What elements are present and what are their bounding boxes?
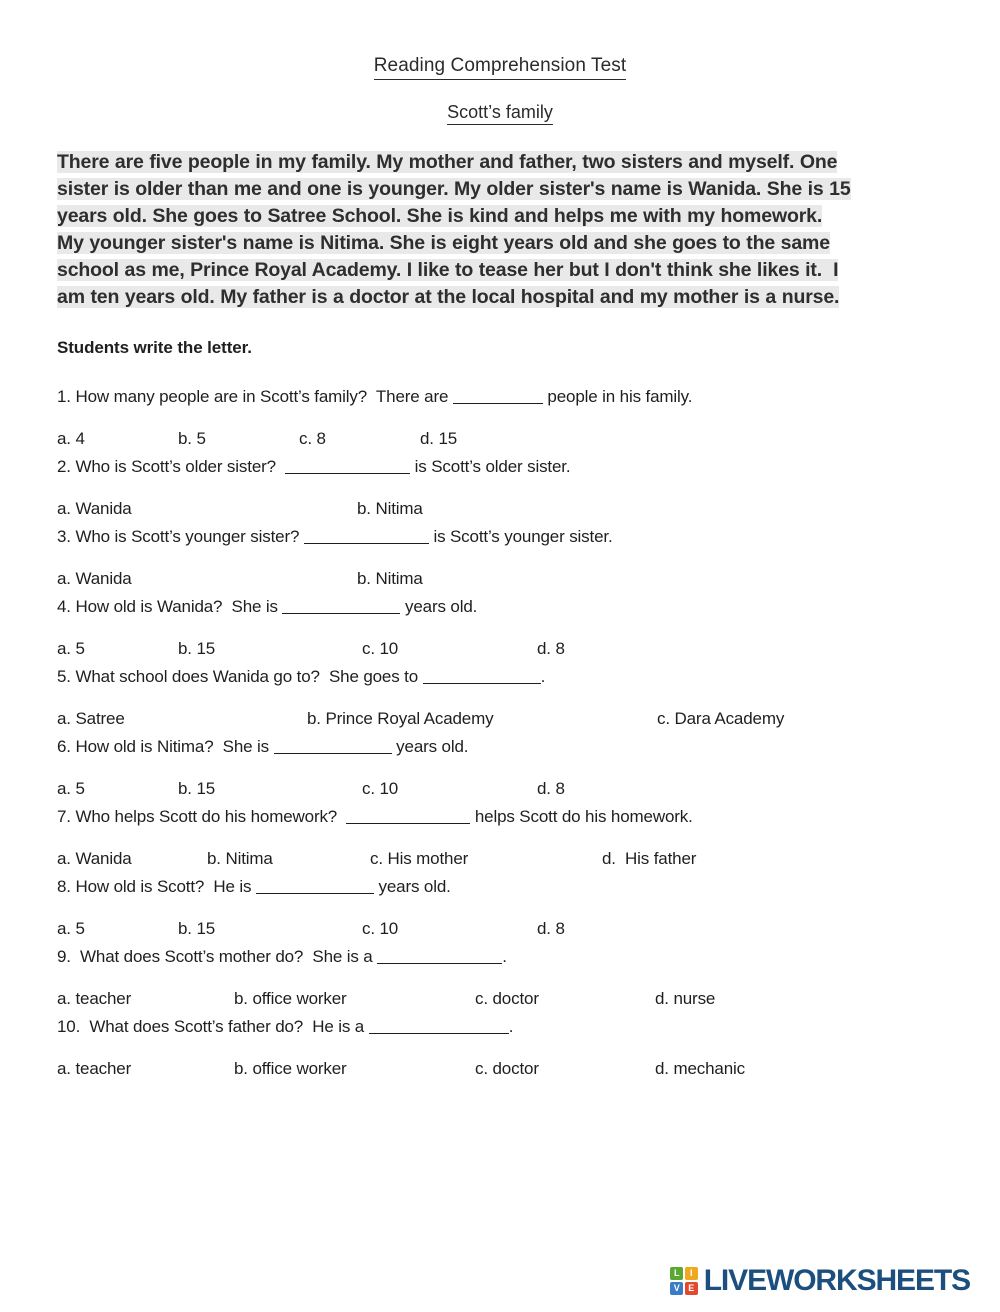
question-text-after: years old.: [373, 877, 451, 897]
answer-option[interactable]: a. Wanida: [57, 569, 132, 589]
liveworksheets-logo[interactable]: [670, 1266, 970, 1296]
option-row: [57, 475, 1000, 519]
answer-blank[interactable]: [285, 456, 410, 474]
question-text-before: 1. How many people are in Scott’s family? There are: [57, 387, 453, 407]
answer-blank[interactable]: [453, 386, 543, 404]
answer-blank[interactable]: [274, 736, 392, 754]
answer-blank[interactable]: [377, 946, 502, 964]
answer-option[interactable]: b. Prince Royal Academy: [307, 709, 494, 729]
question-text-before: 7. Who helps Scott do his homework?: [57, 807, 347, 827]
answer-option[interactable]: d. nurse: [655, 989, 716, 1009]
answer-option[interactable]: b. 15: [178, 779, 216, 799]
passage-line: There are five people in my family. My mother and father, two sisters and myself. One: [57, 151, 838, 174]
page-title: Reading Comprehension Test: [374, 54, 627, 80]
answer-option[interactable]: a. teacher: [57, 989, 132, 1009]
answer-option[interactable]: b. 5: [178, 429, 206, 449]
passage-line: My younger sister's name is Nitima. She is eight years old and she goes to the same: [57, 232, 830, 255]
liveworksheets-logo-icon: [670, 1267, 698, 1295]
question-text-before: 3. Who is Scott’s younger sister?: [57, 527, 304, 547]
passage-line: am ten years old. My father is a doctor at the local hospital and my mother is a nurse.: [57, 286, 840, 309]
answer-option[interactable]: c. 10: [362, 639, 399, 659]
option-row: [57, 965, 1000, 1009]
answer-option[interactable]: b. Nitima: [357, 569, 423, 589]
question-text-after: .: [540, 667, 546, 687]
answer-blank[interactable]: [346, 806, 470, 824]
question-text-before: 5. What school does Wanida go to? She goes to: [57, 667, 423, 687]
question-text-before: 4. How old is Wanida? She is: [57, 597, 283, 617]
question-list: [0, 358, 1000, 1079]
question-text-before: 8. How old is Scott? He is: [57, 877, 256, 897]
answer-option[interactable]: c. 10: [362, 779, 399, 799]
option-row: [57, 615, 1000, 659]
footer: [0, 1244, 1000, 1304]
answer-option[interactable]: c. His mother: [370, 849, 469, 869]
answer-blank[interactable]: [423, 666, 541, 684]
logo-letter-tile: I: [685, 1267, 698, 1280]
answer-option[interactable]: a. 4: [57, 429, 85, 449]
question-text-after: people in his family.: [542, 387, 693, 407]
answer-option[interactable]: b. Nitima: [357, 499, 423, 519]
option-row: [57, 405, 1000, 449]
option-row: [57, 755, 1000, 799]
answer-option[interactable]: d. 8: [537, 919, 565, 939]
logo-letter-tile: V: [670, 1282, 683, 1295]
answer-option[interactable]: b. office worker: [234, 989, 347, 1009]
answer-option[interactable]: d. His father: [602, 849, 697, 869]
answer-option[interactable]: b. Nitima: [207, 849, 273, 869]
question-text-before: 10. What does Scott’s father do? He is a: [57, 1017, 369, 1037]
answer-option[interactable]: c. Dara Academy: [657, 709, 785, 729]
answer-option[interactable]: c. doctor: [475, 1059, 539, 1079]
answer-option[interactable]: b. 15: [178, 639, 216, 659]
question-prompt: [57, 500, 1000, 545]
question-text-after: years old.: [391, 737, 469, 757]
answer-option[interactable]: a. teacher: [57, 1059, 132, 1079]
answer-option[interactable]: a. Satree: [57, 709, 125, 729]
logo-letter-tile: L: [670, 1267, 683, 1280]
question-text-after: .: [502, 947, 507, 967]
option-row: [57, 825, 1000, 869]
answer-option[interactable]: a. 5: [57, 639, 85, 659]
answer-option[interactable]: c. 10: [362, 919, 399, 939]
option-row: [57, 895, 1000, 939]
passage-line: years old. She goes to Satree School. She is kind and helps me with my homework.: [57, 205, 823, 228]
question-text-after: helps Scott do his homework.: [470, 807, 693, 827]
title-block: [0, 0, 1000, 80]
question-prompt: [57, 850, 1000, 895]
question-text-after: is Scott’s younger sister.: [428, 527, 613, 547]
option-row: [57, 545, 1000, 589]
reading-passage: [57, 149, 952, 311]
instruction-text: Students write the letter.: [57, 338, 252, 358]
question-prompt: [57, 358, 1000, 405]
answer-option[interactable]: a. 5: [57, 919, 85, 939]
answer-option[interactable]: c. 8: [299, 429, 326, 449]
question-prompt: [57, 570, 1000, 615]
passage-line: school as me, Prince Royal Academy. I like to tease her but I don't think she likes it. I: [57, 259, 839, 282]
answer-option[interactable]: b. 15: [178, 919, 216, 939]
logo-letter-tile: E: [685, 1282, 698, 1295]
question-text-after: .: [508, 1017, 514, 1037]
passage-line: sister is older than me and one is younger. My older sister's name is Wanida. She is 15: [57, 178, 851, 201]
page-subtitle: Scott’s family: [447, 101, 553, 126]
question-text-before: 6. How old is Nitima? She is: [57, 737, 274, 757]
answer-option[interactable]: c. doctor: [475, 989, 539, 1009]
answer-option[interactable]: d. 8: [537, 779, 565, 799]
answer-option[interactable]: a. Wanida: [57, 499, 132, 519]
answer-option[interactable]: b. office worker: [234, 1059, 347, 1079]
answer-option[interactable]: d. mechanic: [655, 1059, 746, 1079]
answer-blank[interactable]: [256, 876, 374, 894]
answer-blank[interactable]: [304, 526, 429, 544]
question-text-before: 2. Who is Scott’s older sister?: [57, 457, 286, 477]
answer-option[interactable]: a. 5: [57, 779, 85, 799]
liveworksheets-logo-text: LIVEWORKSHEETS: [703, 1264, 970, 1297]
question-text-after: is Scott’s older sister.: [410, 457, 571, 477]
answer-blank[interactable]: [282, 596, 400, 614]
question-text-after: years old.: [400, 597, 478, 617]
option-row: [57, 685, 1000, 729]
question-prompt: [57, 710, 1000, 755]
answer-blank[interactable]: [369, 1016, 509, 1034]
answer-option[interactable]: a. Wanida: [57, 849, 132, 869]
answer-option[interactable]: d. 8: [537, 639, 565, 659]
option-row: [57, 1035, 1000, 1079]
answer-option[interactable]: d. 15: [420, 429, 458, 449]
question-text-before: 9. What does Scott’s mother do? She is a: [57, 947, 378, 967]
subtitle-block: [0, 101, 1000, 126]
